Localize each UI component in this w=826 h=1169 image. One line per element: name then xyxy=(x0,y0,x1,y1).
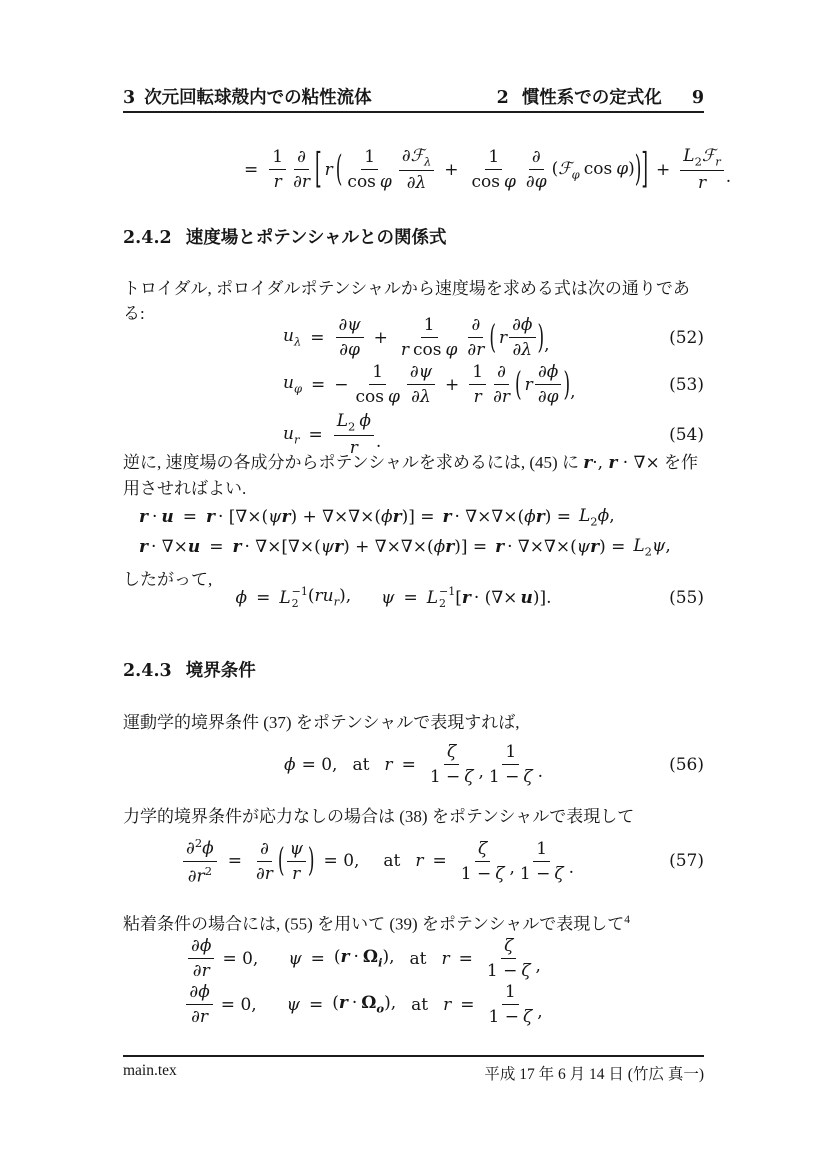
equation-57: $\frac{\partial^2\phi}{\partial r^2}$ = $\frac{\partial}{\partial r}$ ( $\frac{\psi}{r}$ ) = 0, at r = $\frac{\zeta}{1 - \zeta}$ , $\frac{1}{1 - \zeta}$ . (57) xyxy=(123,836,704,886)
footer-filename: main.tex xyxy=(123,1062,177,1079)
inline-math-r-dot: r·, r · ∇× xyxy=(583,453,660,473)
equation-noslip-inner: $\frac{\partial\phi}{\partial r}$ = 0, ψ = $(r \cdot \Omega_i)$, at r = $\frac{\zeta}{1 - \zeta}$ , xyxy=(123,936,704,981)
paragraph-1: トロイダル, ポロイダルポテンシャルから速度場を求める式は次の通りである: xyxy=(123,279,690,323)
section-heading-242: 2.4.2 速度場とポテンシャルとの関係式 xyxy=(123,227,447,248)
equation-number: (53) xyxy=(669,374,704,395)
paragraph-2: 逆に, 速度場の各成分からポテンシャルを求めるには, (45) に r·, r · ∇× を作用させればよい. xyxy=(123,453,698,498)
section-heading-243: 2.4.3 境界条件 xyxy=(123,660,256,681)
equation-number: (55) xyxy=(669,587,704,608)
equation-noslip-outer: $\frac{\partial\phi}{\partial r}$ = 0, ψ = $(r \cdot \Omega_o)$, at r = $\frac{1}{1 - \zeta}$ , xyxy=(123,982,704,1027)
equation-53: $u_\varphi$ = − $\frac{1}{\text{cos φ}}$ $\frac{\partial\psi}{\partial\lambda}$ + $\frac{1}{r}$ $\frac{\partial}{\partial r}$ ( r $\frac{\partial\phi}{\partial\varphi}$ ) , (53) xyxy=(283,362,704,407)
equation-continued: = $\frac{1}{r}$ $\frac{\partial}{\partial r}$ [ r ( $\frac{1}{\text{cos φ}}$ $\frac{\partial ℱ_\lambda}{\partial\lambda}$ + $\frac{1}{\text{cos φ}}$ $\frac{\partial}{\partial\varphi}$ (ℱ$_\varphi$ cos φ) ) ] + $\frac{L_2ℱ_r}{r}$ . xyxy=(244,145,732,194)
paragraph-3: 運動学的境界条件 (37) をポテンシャルで表現すれば, xyxy=(123,713,520,732)
paragraph-mid: したがって, xyxy=(123,570,213,589)
header-rule xyxy=(123,111,704,113)
footnote-marker: 4 xyxy=(624,914,631,926)
footer-date: 平成 17 年 6 月 14 日 (竹広 真一) xyxy=(484,1066,704,1083)
equation-rdotu: r · u = r · [∇×(ψr) + ∇×∇×(ϕr)] = r · ∇×∇×(ϕr) = $L_2\phi$, xyxy=(139,506,615,529)
page-footer xyxy=(123,1062,704,1084)
page-header xyxy=(123,84,704,109)
paragraph-5: 粘着条件の場合には, (55) を用いて (39) をポテンシャルで表現して$^4$ xyxy=(123,914,631,934)
page-number: 9 xyxy=(691,88,704,108)
equation-number: (52) xyxy=(669,327,704,348)
equation-number: (54) xyxy=(669,424,704,445)
equation-rdotcurlu: r · ∇×u = r · ∇×[∇×(ψr) + ∇×∇×(ϕr)] = r · ∇×∇×(ψr) = $L_2\psi$, xyxy=(139,536,671,559)
paragraph-4: 力学的境界条件が応力なしの場合は (38) をポテンシャルで表現して xyxy=(123,807,635,826)
equation-55: ϕ = L −1 2 $(ru_r)$, ψ = L −1 2 [r · (∇× u)]. (55) xyxy=(235,585,704,610)
footer-rule xyxy=(123,1055,704,1057)
equation-number: (56) xyxy=(669,754,704,775)
equation-number: (57) xyxy=(669,851,704,872)
equation-56: ϕ = 0, at r = $\frac{\zeta}{1 - \zeta}$ , $\frac{1}{1 - \zeta}$ . (56) xyxy=(283,742,704,787)
header-right: 2 慣性系での定式化 9 xyxy=(496,87,704,108)
equation-54: $u_r$ = $\frac{L_2 \phi}{r}$ . (54) xyxy=(283,411,704,459)
equation-52: $u_\lambda$ = $\frac{\partial\psi}{\partial\varphi}$ + $\frac{1}{\text{r cos φ}}$ $\frac{\partial}{\partial r}$ ( r $\frac{\partial\phi}{\partial\lambda}$ ) , (52) xyxy=(283,315,704,360)
header-left: 3 次元回転球殻内での粘性流体 xyxy=(123,87,372,108)
